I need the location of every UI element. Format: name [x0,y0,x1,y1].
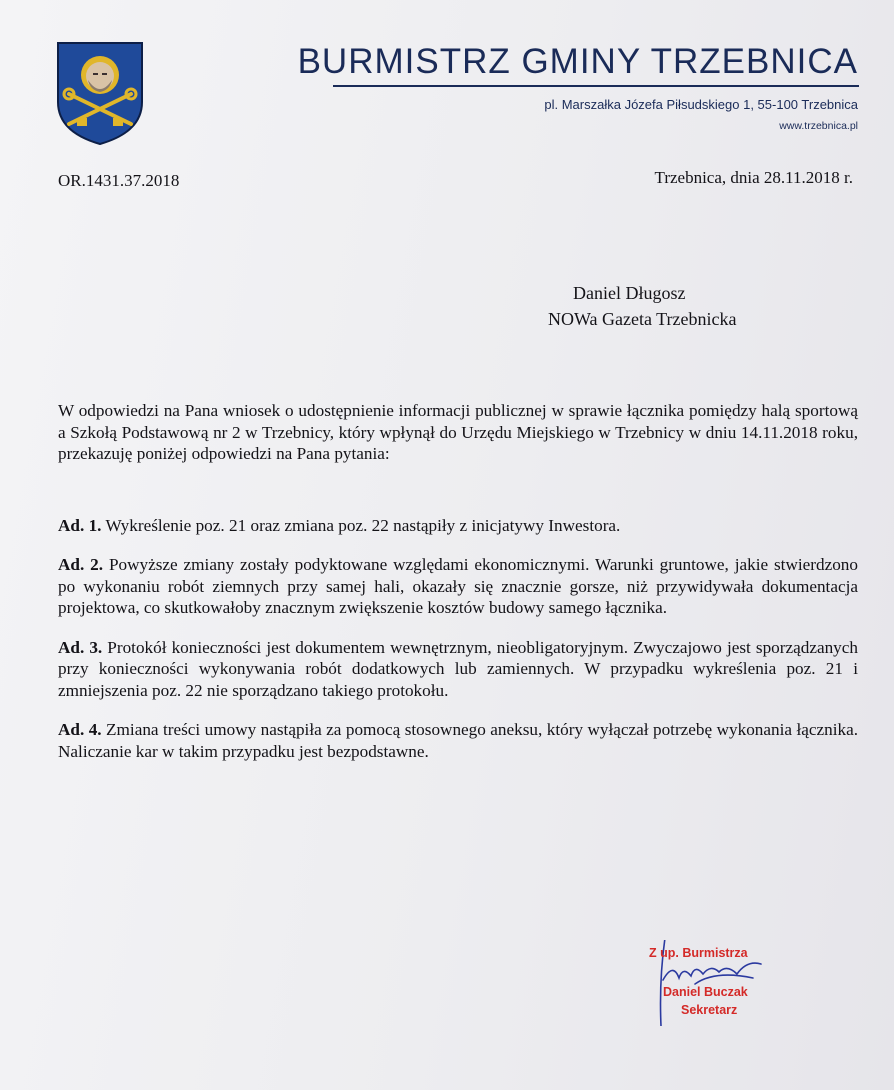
answer-label: Ad. 2. [58,555,104,574]
letter-body [58,400,858,780]
coat-of-arms-logo [55,40,145,146]
answer-paragraph-3 [58,637,858,702]
answer-label: Ad. 3. [58,637,103,657]
answer-label: Ad. 1. [58,515,102,535]
reference-number: OR.1431.37.2018 [58,171,180,190]
letterhead-title: BURMISTRZ GMINY TRZEBNICA [297,42,858,81]
letterhead-website: www.trzebnica.pl [779,120,858,132]
answer-paragraph-2 [58,554,858,619]
letterhead-address: pl. Marszałka Józefa Piłsudskiego 1, 55-100 Trzebnica [544,97,858,112]
answer-text: Wykreślenie poz. 21 oraz zmiana poz. 22 nastąpiły z inicjatywy Inwestora. [105,515,621,535]
answer-text: Powyższe zmiany zostały podyktowane względami ekonomicznymi. Warunki gruntowe, jakie stwierdzono po wykonaniu robót ziemnych przy samej hali, okazały się znacznie gorsze, niż przywidywała dokumentacja projektowa, co skutkowałoby znacznym zwiększenie kosztów budowy samego łącznika. [58,555,858,617]
intro-paragraph: W odpowiedzi na Pana wniosek o udostępnienie informacji publicznej w sprawie łącznika pomiędzy halą sportową a Szkołą Podstawową nr 2 w Trzebnicy, który wpłynął do Urzędu Miejskiego w Trzebnicy w dniu 14.11.2018 roku, przekazuję poniżej odpowiedzi na Pana pytania: [58,401,858,463]
answer-label: Ad. 4. [58,720,102,739]
recipient-name: Daniel Długosz [573,283,686,303]
stamp-authorization: Z up. Burmistrza [649,946,748,960]
recipient-organization: NOWa Gazeta Trzebnicka [548,309,737,329]
answer-paragraph-1 [58,515,858,537]
signature-stamp [635,940,785,1030]
stamp-signatory-role: Sekretarz [681,1003,738,1017]
stamp-signatory-name: Daniel Buczak [663,985,748,999]
letterhead-divider [333,85,859,87]
answer-text: Zmiana treści umowy nastąpiła za pomocą stosownego aneksu, który wyłączał potrzebę wykonania łącznika. Naliczanie kar w takim przypadku jest bezpodstawne. [58,720,858,761]
recipient-block [548,280,736,332]
answer-text: Protokół konieczności jest dokumentem wewnętrznym, nieobligatoryjnym. Zwyczajowo jest sporządzanych przy konieczności wykonywania robót dodatkowych lub zamiennych. W przypadku wykreślenia poz. 21 i zmniejszenia poz. 22 nie sporządzano takiego protokołu. [58,637,859,700]
answer-paragraph-4 [58,719,858,762]
place-and-date: Trzebnica, dnia 28.11.2018 r. [654,168,853,187]
